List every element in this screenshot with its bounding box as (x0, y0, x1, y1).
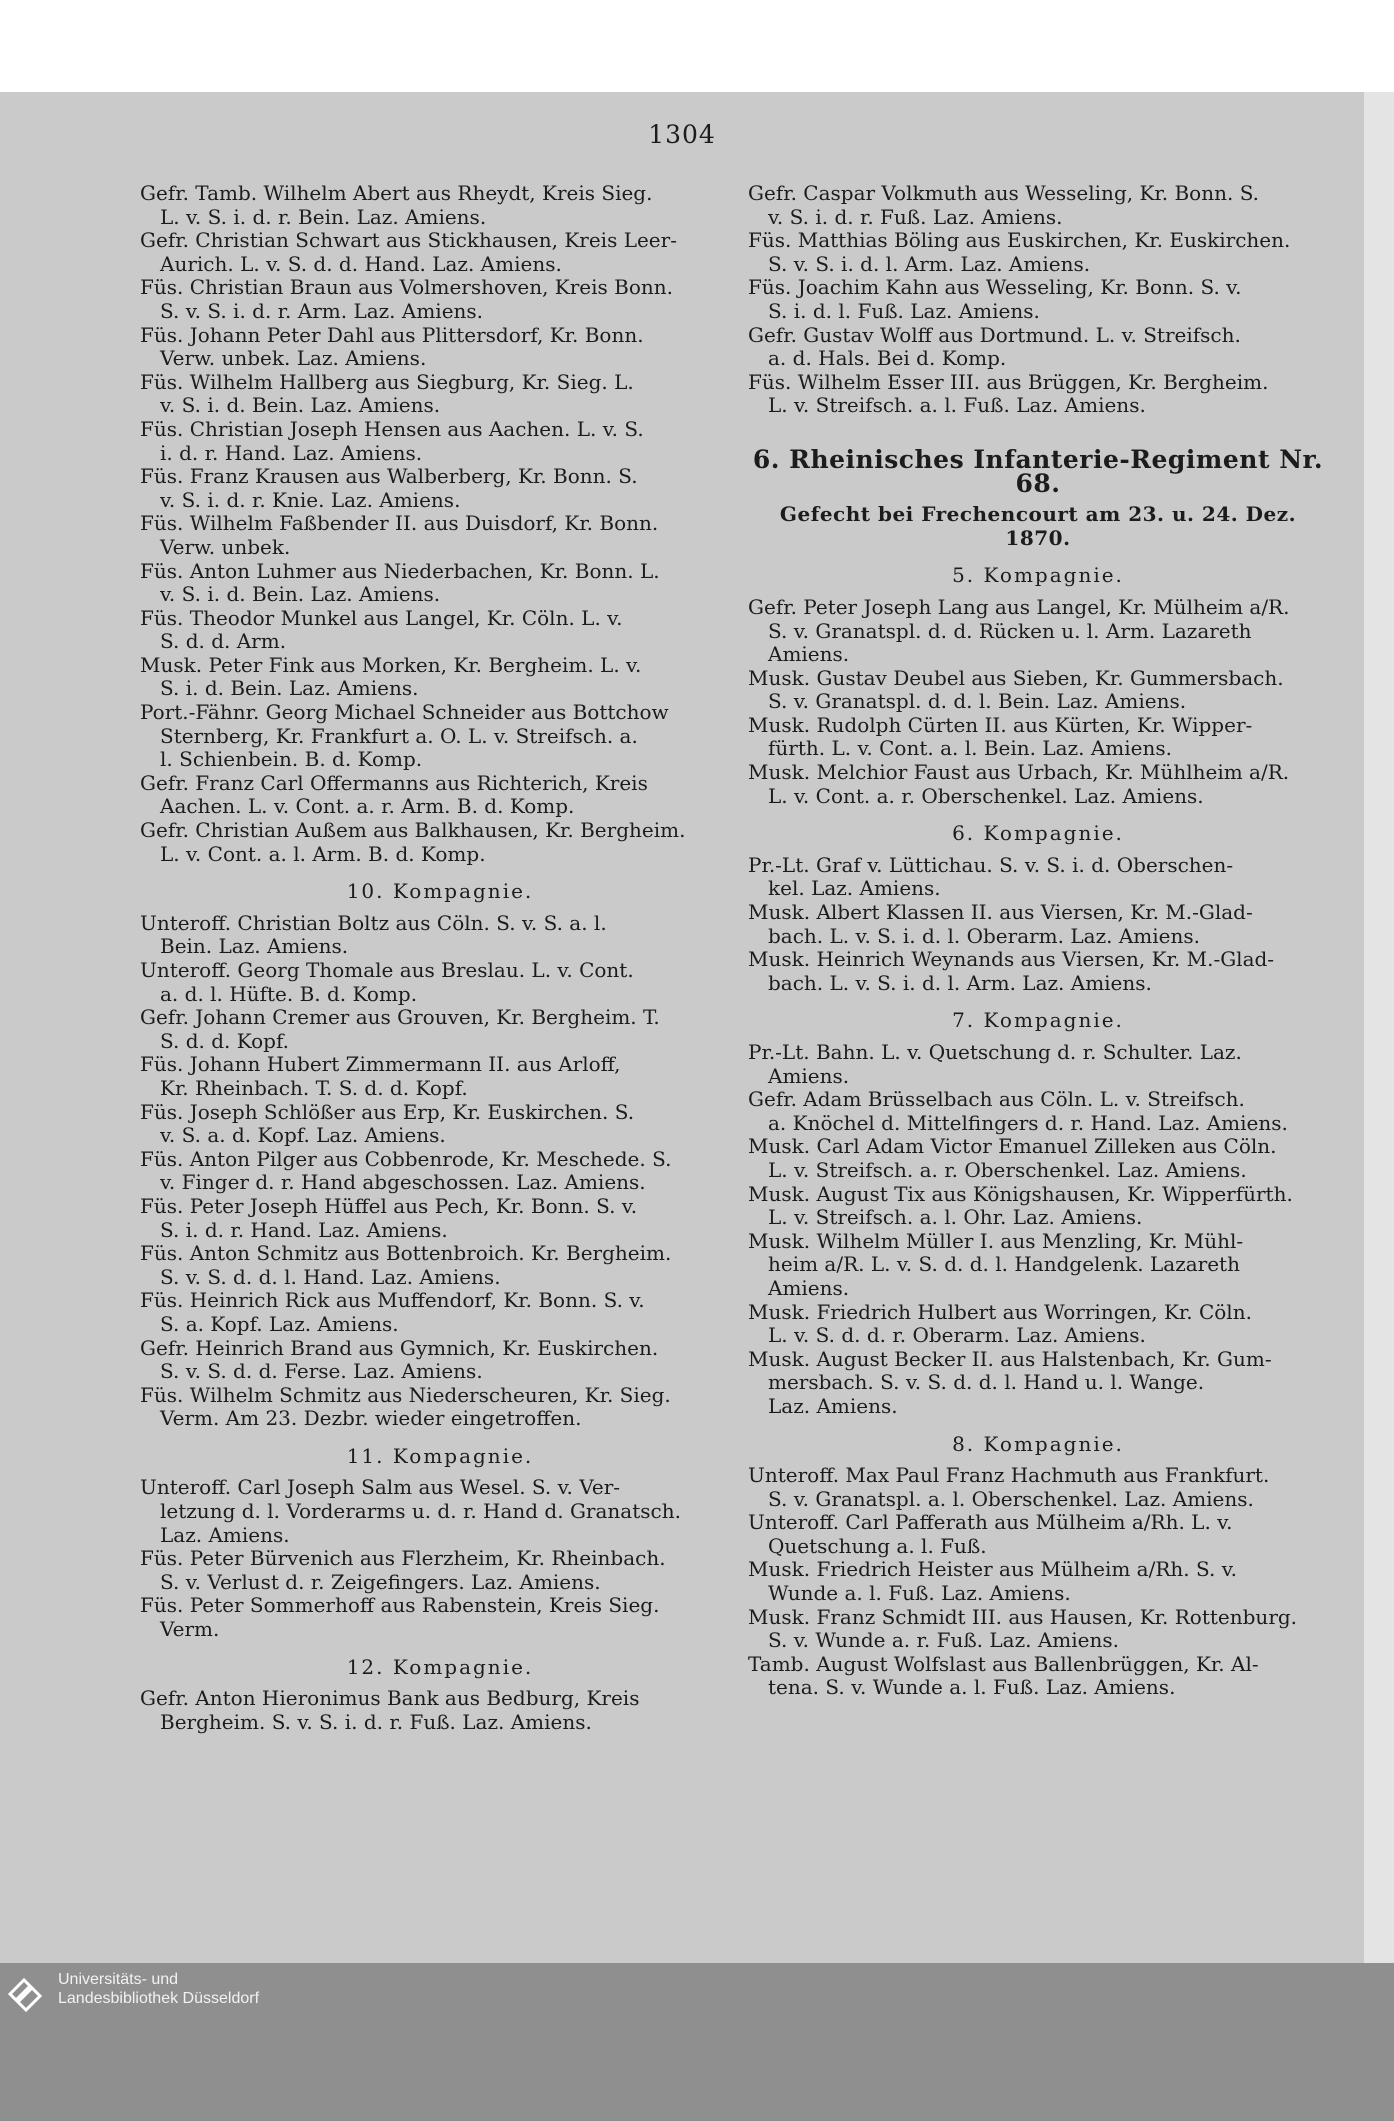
casualty-entry (748, 948, 1328, 995)
entry-continuation: Verm. Am 23. Dezbr. wieder eingetroffen. (160, 1406, 582, 1431)
entry-continuation: v. S. i. d. r. Knie. Laz. Amiens. (160, 487, 461, 512)
casualty-entry (748, 596, 1328, 667)
entry-line: Füs. Matthias Böling aus Euskirchen, Kr. Euskirchen. (748, 228, 1291, 253)
entry-continuation: v. S. i. d. r. Fuß. Laz. Amiens. (768, 204, 1063, 229)
casualty-entry (748, 1606, 1328, 1653)
entry-continuation: Verw. unbek. (160, 534, 291, 559)
entry-line: Füs. Christian Braun aus Volmershoven, Kreis Bonn. (140, 275, 673, 300)
entry-line: Musk. August Becker II. aus Halstenbach, Kr. Gum- (748, 1346, 1272, 1371)
top-margin (0, 0, 1394, 92)
casualty-entry (748, 1088, 1328, 1135)
entry-continuation: Verw. unbek. Laz. Amiens. (160, 346, 427, 371)
entry-line: Füs. Peter Joseph Hüffel aus Pech, Kr. Bonn. S. v. (140, 1193, 638, 1218)
entry-continuation: S. i. d. r. Hand. Laz. Amiens. (160, 1217, 448, 1242)
casualty-entry (140, 1476, 740, 1547)
company-heading: 10. Kompagnie. (346, 879, 534, 904)
casualty-entry (140, 1006, 740, 1053)
casualty-entry (140, 1594, 740, 1641)
casualty-entry (140, 560, 740, 607)
entry-continuation: Wunde a. l. Fuß. Laz. Amiens. (768, 1581, 1071, 1606)
entry-continuation: bach. L. v. S. i. d. l. Arm. Laz. Amiens. (768, 970, 1152, 995)
casualty-entry (748, 229, 1328, 276)
company-heading: 11. Kompagnie. (346, 1443, 534, 1468)
entry-line: Füs. Anton Luhmer aus Niederbachen, Kr. Bonn. L. (140, 558, 660, 583)
entry-continuation: kel. Laz. Amiens. (768, 876, 941, 901)
entry-line: Gefr. Heinrich Brand aus Gymnich, Kr. Euskirchen. (140, 1335, 659, 1360)
entry-line: Füs. Anton Schmitz aus Bottenbroich. Kr. Bergheim. (140, 1241, 672, 1266)
casualty-entry (140, 1101, 740, 1148)
entry-continuation: a. d. l. Hüfte. B. d. Komp. (160, 981, 418, 1006)
casualty-entry (748, 371, 1328, 418)
entry-continuation: S. v. Granatspl. d. d. Rücken u. l. Arm. Lazareth (768, 618, 1252, 643)
entry-continuation: Verm. (160, 1617, 220, 1642)
casualty-entry (140, 1384, 740, 1431)
entry-line: Füs. Peter Sommerhoff aus Rabenstein, Kreis Sieg. (140, 1593, 660, 1618)
entry-continuation: Kr. Rheinbach. T. S. d. d. Kopf. (160, 1075, 468, 1100)
casualty-entry (748, 1464, 1328, 1511)
entry-line: Gefr. Christian Schwart aus Stickhausen, Kreis Leer- (140, 228, 677, 253)
page-number: 1304 (648, 120, 716, 149)
entry-line: Port.-Fähnr. Georg Michael Schneider aus Bottchow (140, 700, 669, 725)
entry-line: Unteroff. Carl Pafferath aus Mülheim a/Rh. L. v. (748, 1510, 1233, 1535)
company-heading: 12. Kompagnie. (346, 1654, 534, 1679)
casualty-entry (140, 1148, 740, 1195)
entry-line: Musk. Carl Adam Victor Emanuel Zilleken aus Cöln. (748, 1134, 1277, 1159)
entry-continuation: heim a/R. L. v. S. d. d. l. Handgelenk. Lazareth (768, 1252, 1240, 1277)
entry-continuation: S. i. d. Bein. Laz. Amiens. (160, 676, 419, 701)
entry-line: Musk. Albert Klassen II. aus Viersen, Kr. M.-Glad- (748, 900, 1253, 925)
company-heading: 6. Kompagnie. (952, 821, 1124, 846)
entry-continuation: S. i. d. l. Fuß. Laz. Amiens. (768, 298, 1040, 323)
entry-line: Musk. Heinrich Weynands aus Viersen, Kr. M.-Glad- (748, 947, 1275, 972)
entry-line: Musk. Friedrich Heister aus Mülheim a/Rh. S. v. (748, 1557, 1237, 1582)
casualty-entry (748, 182, 1328, 229)
right-column (748, 182, 1328, 1700)
entry-line: Unteroff. Georg Thomale aus Breslau. L. v. Cont. (140, 958, 634, 982)
entry-continuation: Quetschung a. l. Fuß. (768, 1533, 987, 1558)
casualty-entry (140, 772, 740, 819)
entry-continuation: Aurich. L. v. S. d. d. Hand. Laz. Amiens. (160, 251, 562, 276)
entry-line: Füs. Peter Bürvenich aus Flerzheim, Kr. Rheinbach. (140, 1546, 666, 1571)
entry-continuation: tena. S. v. Wunde a. l. Fuß. Laz. Amiens. (768, 1675, 1176, 1700)
entry-line: Gefr. Anton Hieronimus Bank aus Bedburg, Kreis (140, 1686, 640, 1711)
entry-continuation: L. v. S. d. d. r. Oberarm. Laz. Amiens. (768, 1323, 1146, 1348)
casualty-entry (140, 229, 740, 276)
casualty-entry (748, 1558, 1328, 1605)
casualty-entry (140, 1289, 740, 1336)
casualty-entry (748, 761, 1328, 808)
casualty-entry (140, 701, 740, 772)
battle-heading: Gefecht bei Frechencourt am 23. u. 24. Dez. 1870. (779, 502, 1297, 550)
entry-line: Pr.-Lt. Bahn. L. v. Quetschung d. r. Schulter. Laz. (748, 1040, 1242, 1064)
entry-line: Füs. Wilhelm Esser III. aus Brüggen, Kr. Bergheim. (748, 369, 1269, 394)
entry-continuation: v. S. i. d. Bein. Laz. Amiens. (160, 582, 441, 607)
entry-continuation: Amiens. (768, 1275, 850, 1300)
entry-line: Füs. Wilhelm Schmitz aus Niederscheuren, Kr. Sieg. (140, 1382, 671, 1407)
entry-continuation: letzung d. l. Vorderarms u. d. r. Hand d. Granatsch. (160, 1499, 681, 1524)
entry-continuation: S. v. Granatspl. d. d. l. Bein. Laz. Amiens. (768, 689, 1187, 714)
entry-line: Füs. Theodor Munkel aus Langel, Kr. Cöln. L. v. (140, 605, 623, 630)
casualty-entry (140, 1547, 740, 1594)
entry-line: Gefr. Gustav Wolff aus Dortmund. L. v. Streifsch. (748, 322, 1241, 347)
entry-continuation: v. Finger d. r. Hand abgeschossen. Laz. Amiens. (160, 1170, 646, 1195)
casualty-entry (140, 959, 740, 1006)
casualty-entry (140, 276, 740, 323)
entry-continuation: Bergheim. S. v. S. i. d. r. Fuß. Laz. Amiens. (160, 1709, 592, 1734)
entry-continuation: l. Schienbein. B. d. Komp. (160, 747, 423, 772)
entry-line: Musk. Wilhelm Müller I. aus Menzling, Kr. Mühl- (748, 1228, 1244, 1253)
entry-continuation: S. d. d. Kopf. (160, 1028, 290, 1053)
entry-continuation: Amiens. (768, 642, 850, 667)
entry-continuation: Sternberg, Kr. Frankfurt a. O. L. v. Streifsch. a. (160, 723, 638, 748)
entry-continuation: S. v. S. d. d. Ferse. Laz. Amiens. (160, 1359, 483, 1384)
casualty-entry (748, 667, 1328, 714)
casualty-entry (748, 1230, 1328, 1301)
entry-line: Pr.-Lt. Graf v. Lüttichau. S. v. S. i. d. Oberschen- (748, 852, 1234, 877)
entry-line: Musk. Melchior Faust aus Urbach, Kr. Mühlheim a/R. (748, 760, 1290, 785)
casualty-entry (140, 819, 740, 866)
entry-line: Füs. Johann Peter Dahl aus Plittersdorf, Kr. Bonn. (140, 322, 644, 347)
entry-continuation: S. v. Verlust d. r. Zeigefingers. Laz. Amiens. (160, 1569, 601, 1594)
entry-line: Gefr. Peter Joseph Lang aus Langel, Kr. Mülheim a/R. (748, 594, 1290, 619)
entry-continuation: v. S. i. d. Bein. Laz. Amiens. (160, 393, 441, 418)
entry-continuation: v. S. a. d. Kopf. Laz. Amiens. (160, 1123, 446, 1148)
entry-continuation: S. a. Kopf. Laz. Amiens. (160, 1311, 399, 1336)
entry-line: Gefr. Tamb. Wilhelm Abert aus Rheydt, Kreis Sieg. (140, 181, 653, 205)
entry-continuation: S. v. S. i. d. r. Arm. Laz. Amiens. (160, 298, 484, 323)
entry-continuation: Bein. Laz. Amiens. (160, 934, 349, 959)
entry-line: Füs. Joachim Kahn aus Wesseling, Kr. Bonn. S. v. (748, 275, 1242, 300)
entry-line: Musk. August Tix aus Königshausen, Kr. Wipperfürth. (748, 1181, 1293, 1206)
entry-continuation: fürth. L. v. Cont. a. l. Bein. Laz. Amiens. (768, 736, 1172, 761)
casualty-entry (748, 901, 1328, 948)
casualty-entry (140, 607, 740, 654)
entry-line: Füs. Heinrich Rick aus Muffendorf, Kr. Bonn. S. v. (140, 1288, 645, 1313)
casualty-entry (140, 324, 740, 371)
entry-line: Gefr. Johann Cremer aus Grouven, Kr. Bergheim. T. (140, 1005, 660, 1030)
entry-continuation: L. v. Streifsch. a. l. Ohr. Laz. Amiens. (768, 1205, 1143, 1230)
casualty-entry (748, 1511, 1328, 1558)
entry-line: Gefr. Adam Brüsselbach aus Cöln. L. v. Streifsch. (748, 1087, 1245, 1112)
entry-continuation: L. v. S. i. d. r. Bein. Laz. Amiens. (160, 204, 487, 229)
casualty-entry (748, 854, 1328, 901)
entry-line: Musk. Rudolph Cürten II. aus Kürten, Kr. Wipper- (748, 712, 1253, 737)
casualty-entry (140, 1195, 740, 1242)
casualty-entry (748, 1653, 1328, 1700)
entry-continuation: bach. L. v. S. i. d. l. Oberarm. Laz. Amiens. (768, 923, 1200, 948)
regiment-heading: 6. Rheinisches Infanterie-Regiment Nr. 68. (752, 444, 1324, 498)
entry-line: Gefr. Franz Carl Offermanns aus Richterich, Kreis (140, 770, 648, 795)
ulb-logo-icon (6, 1972, 46, 2012)
entry-line: Gefr. Christian Außem aus Balkhausen, Kr. Bergheim. (140, 818, 686, 843)
page-edge (1364, 92, 1394, 1963)
entry-line: Musk. Friedrich Hulbert aus Worringen, Kr. Cöln. (748, 1299, 1252, 1324)
entry-line: Musk. Gustav Deubel aus Sieben, Kr. Gummersbach. (748, 665, 1284, 690)
casualty-entry (140, 654, 740, 701)
entry-continuation: Aachen. L. v. Cont. a. r. Arm. B. d. Komp. (160, 794, 575, 819)
entry-continuation: L. v. Cont. a. l. Arm. B. d. Komp. (160, 841, 486, 866)
casualty-entry (140, 1687, 740, 1734)
library-footer[interactable] (0, 1968, 320, 2018)
entry-continuation: Laz. Amiens. (160, 1522, 290, 1547)
casualty-entry (140, 512, 740, 559)
company-heading: 7. Kompagnie. (952, 1008, 1124, 1033)
entry-line: Unteroff. Carl Joseph Salm aus Wesel. S. v. Ver- (140, 1475, 621, 1500)
entry-continuation: mersbach. S. v. S. d. d. l. Hand u. l. Wange. (768, 1370, 1205, 1395)
casualty-entry (140, 912, 740, 959)
casualty-entry (748, 1135, 1328, 1182)
entry-line: Füs. Christian Joseph Hensen aus Aachen. L. v. S. (140, 416, 644, 441)
entry-line: Tamb. August Wolfslast aus Ballenbrüggen, Kr. Al- (748, 1651, 1259, 1676)
entry-continuation: S. v. S. d. d. l. Hand. Laz. Amiens. (160, 1264, 501, 1289)
entry-line: Musk. Peter Fink aus Morken, Kr. Bergheim. L. v. (140, 652, 642, 677)
entry-continuation: L. v. Streifsch. a. r. Oberschenkel. Laz. Amiens. (768, 1157, 1247, 1182)
casualty-entry (748, 1041, 1328, 1088)
entry-line: Unteroff. Christian Boltz aus Cöln. S. v. S. a. l. (140, 910, 607, 935)
casualty-entry (140, 1053, 740, 1100)
entry-continuation: L. v. Streifsch. a. l. Fuß. Laz. Amiens. (768, 393, 1146, 418)
casualty-entry (748, 324, 1328, 371)
entry-continuation: L. v. Cont. a. r. Oberschenkel. Laz. Amiens. (768, 783, 1204, 808)
entry-continuation: S. v. Granatspl. a. l. Oberschenkel. Laz. Amiens. (768, 1486, 1254, 1511)
casualty-entry (140, 465, 740, 512)
entry-continuation: Laz. Amiens. (768, 1393, 898, 1418)
entry-continuation: a. Knöchel d. Mittelfingers d. r. Hand. Laz. Amiens. (768, 1110, 1288, 1135)
casualty-entry (140, 1242, 740, 1289)
company-heading: 5. Kompagnie. (952, 563, 1124, 588)
casualty-entry (748, 1301, 1328, 1348)
entry-continuation: S. v. Wunde a. r. Fuß. Laz. Amiens. (768, 1628, 1119, 1653)
footer-line-2: Landesbibliothek Düsseldorf (58, 1990, 260, 2007)
entry-continuation: S. d. d. Arm. (160, 629, 287, 654)
casualty-entry (748, 1183, 1328, 1230)
casualty-entry (748, 714, 1328, 761)
entry-line: Unteroff. Max Paul Franz Hachmuth aus Frankfurt. (748, 1463, 1270, 1488)
casualty-entry (140, 1337, 740, 1384)
casualty-entry (140, 182, 740, 229)
casualty-entry (140, 371, 740, 418)
left-column (140, 182, 740, 1734)
entry-line: Füs. Joseph Schlößer aus Erp, Kr. Euskirchen. S. (140, 1099, 635, 1124)
company-heading: 8. Kompagnie. (952, 1431, 1124, 1456)
entry-continuation: a. d. Hals. Bei d. Komp. (768, 346, 1007, 371)
entry-continuation: S. v. S. i. d. l. Arm. Laz. Amiens. (768, 251, 1091, 276)
entry-line: Füs. Wilhelm Hallberg aus Siegburg, Kr. Sieg. L. (140, 369, 634, 394)
entry-line: Musk. Franz Schmidt III. aus Hausen, Kr. Rottenburg. (748, 1604, 1298, 1629)
footer-line-1: Universitäts- und (58, 1971, 179, 1988)
entry-continuation: Amiens. (768, 1063, 850, 1088)
entry-line: Füs. Franz Krausen aus Walberberg, Kr. Bonn. S. (140, 464, 638, 489)
casualty-entry (748, 276, 1328, 323)
entry-line: Füs. Anton Pilger aus Cobbenrode, Kr. Meschede. S. (140, 1146, 672, 1171)
entry-line: Füs. Wilhelm Faßbender II. aus Duisdorf, Kr. Bonn. (140, 511, 659, 536)
casualty-entry (140, 418, 740, 465)
casualty-entry (748, 1348, 1328, 1419)
entry-line: Füs. Johann Hubert Zimmermann II. aus Arloff, (140, 1052, 621, 1077)
entry-line: Gefr. Caspar Volkmuth aus Wesseling, Kr. Bonn. S. (748, 181, 1260, 205)
entry-continuation: i. d. r. Hand. Laz. Amiens. (160, 440, 423, 465)
